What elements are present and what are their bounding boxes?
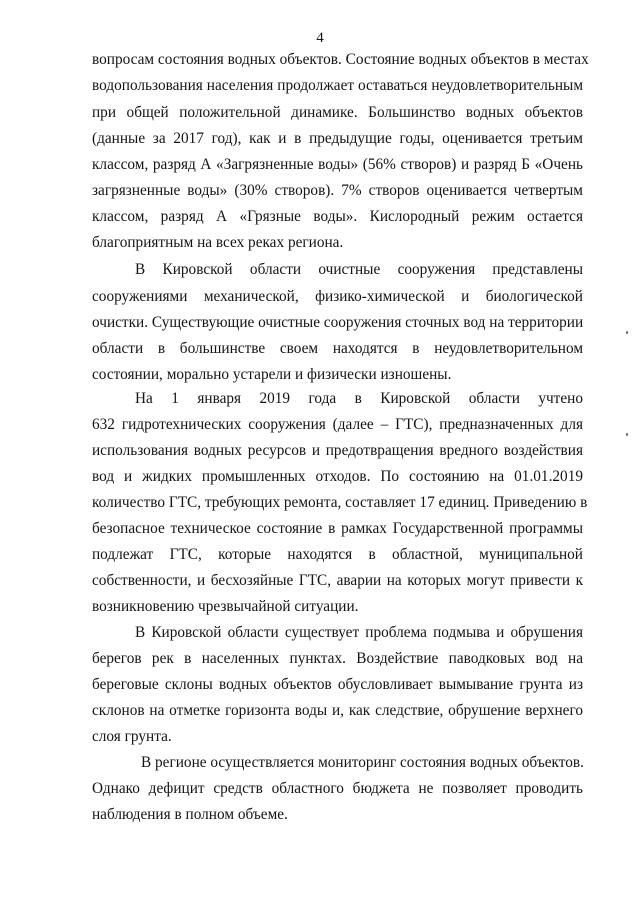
paragraph-1-line-3: при общей положительной динамике. Большинство водных объектов bbox=[92, 104, 583, 121]
scan-speck bbox=[626, 433, 628, 436]
paragraph-2-line-1: В Кировской области очистные сооружения представлены bbox=[135, 261, 583, 278]
paragraph-3-line-2: 632 гидротехнических сооружения (далее – ГТС), предназначенных для bbox=[92, 416, 583, 433]
paragraph-1-line-6: загрязненные воды» (30% створов). 7% створов оценивается четвертым bbox=[92, 182, 583, 199]
paragraph-5-line-3: наблюдения в полном объеме. bbox=[92, 806, 288, 823]
paragraph-2-line-3: очистки. Существующие очистные сооружения сточных вод на территории bbox=[92, 314, 584, 331]
paragraph-5-line-1: В регионе осуществляется мониторинг состояния водных объектов. bbox=[141, 754, 584, 771]
paragraph-1-line-5: классом, разряд А «Загрязненные воды» (56% створов) и разряд Б «Очень bbox=[92, 156, 583, 173]
paragraph-5-line-2: Однако дефицит средств областного бюджета не позволяет проводить bbox=[92, 780, 583, 797]
paragraph-4-line-2: берегов рек в населенных пунктах. Воздействие паводковых вод на bbox=[92, 650, 583, 667]
paragraph-3-line-3: использования водных ресурсов и предотвращения вредного воздействия bbox=[92, 442, 583, 459]
paragraph-1-line-4: (данные за 2017 год), как и в предыдущие годы, оценивается третьим bbox=[92, 130, 583, 147]
paragraph-4-line-5: слоя грунта. bbox=[92, 728, 172, 745]
paragraph-1-line-7: классом, разряд А «Грязные воды». Кислородный режим остается bbox=[92, 208, 583, 225]
paragraph-3-line-9: возникновению чрезвычайной ситуации. bbox=[92, 598, 359, 615]
paragraph-2-line-2: сооружениями механической, физико-химической и биологической bbox=[92, 288, 583, 305]
paragraph-2-line-4: области в большинстве своем находятся в неудовлетворительном bbox=[92, 340, 583, 357]
paragraph-1-line-8: благоприятным на всех реках региона. bbox=[92, 234, 344, 251]
paragraph-3-line-4: вод и жидких промышленных отходов. По состоянию на 01.01.2019 bbox=[92, 468, 583, 485]
scan-speck bbox=[626, 331, 628, 334]
paragraph-1-line-2: водопользования населения продолжает оставаться неудовлетворительным bbox=[92, 77, 583, 94]
page-number: 4 bbox=[316, 30, 324, 46]
paragraph-3-line-1: На 1 января 2019 года в Кировской области учтено bbox=[135, 390, 583, 407]
paragraph-4-line-1: В Кировской области существует проблема подмыва и обрушения bbox=[135, 624, 583, 641]
paragraph-4-line-4: склонов на отметке горизонта воды и, как следствие, обрушение верхнего bbox=[92, 702, 583, 719]
paragraph-3-line-6: безопасное техническое состояние в рамках Государственной программы bbox=[92, 520, 583, 537]
paragraph-4-line-3: береговые склоны водных объектов обусловливает вымывание грунта из bbox=[92, 676, 583, 693]
paragraph-2-line-5: состоянии, морально устарели и физически изношены. bbox=[92, 366, 452, 383]
paragraph-1-line-1: вопросам состояния водных объектов. Состояние водных объектов в местах bbox=[92, 51, 589, 68]
paragraph-3-line-5: количество ГТС, требующих ремонта, составляет 17 единиц. Приведению в bbox=[92, 494, 588, 511]
paragraph-3-line-8: собственности, и бесхозяйные ГТС, аварии на которых могут привести к bbox=[92, 572, 583, 589]
paragraph-3-line-7: подлежат ГТС, которые находятся в областной, муниципальной bbox=[92, 546, 583, 563]
